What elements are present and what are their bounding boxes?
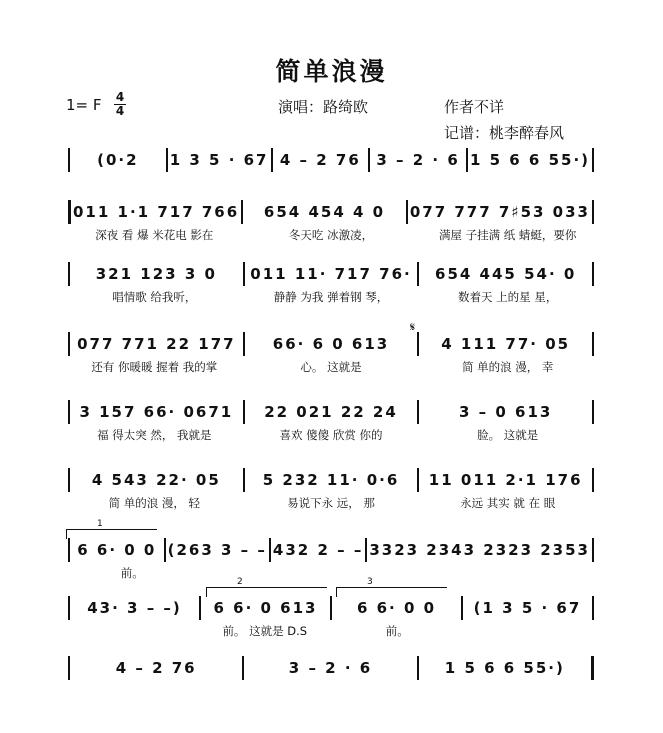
barline bbox=[68, 262, 70, 286]
barline bbox=[461, 596, 463, 620]
barline bbox=[592, 200, 594, 224]
lyric-segment: 前。 bbox=[120, 566, 144, 580]
score-row bbox=[66, 262, 596, 304]
score-row bbox=[66, 577, 596, 638]
barline bbox=[417, 262, 419, 286]
measure: 4 – 2 76 bbox=[115, 659, 197, 677]
time-signature bbox=[114, 92, 126, 117]
barline bbox=[406, 200, 408, 224]
score-row bbox=[66, 200, 596, 242]
score-row bbox=[66, 468, 596, 510]
lyric-segment: 数着天 上的星 星， bbox=[458, 290, 558, 304]
barline bbox=[271, 148, 273, 172]
barline bbox=[417, 400, 419, 424]
measure: 6 6· 0 0 bbox=[356, 599, 437, 617]
lyric-line bbox=[66, 288, 596, 306]
barline bbox=[417, 656, 419, 680]
measure: 3 – 2 · 6 bbox=[376, 151, 460, 169]
lyric-segment: 唱情歌 给我听， bbox=[112, 290, 197, 304]
note-line bbox=[66, 400, 596, 424]
lyric-line bbox=[66, 622, 596, 640]
measure: 43· 3 – –) bbox=[87, 599, 182, 617]
score-row bbox=[66, 400, 596, 442]
barline bbox=[241, 200, 243, 224]
lyric-line bbox=[66, 564, 596, 582]
volta-bracket-1 bbox=[66, 519, 157, 539]
barline bbox=[164, 538, 166, 562]
key-signature: 1= F bbox=[66, 96, 102, 114]
barline bbox=[592, 400, 594, 424]
barline bbox=[591, 656, 594, 680]
lyric-segment: 永远 其实 就 在 眼 bbox=[460, 496, 556, 510]
barline bbox=[68, 538, 70, 562]
singer-credit: 演唱：路绮欧 bbox=[278, 98, 369, 116]
measure: 6 6· 0 0 bbox=[77, 541, 157, 559]
measure: 4 – 2 76 bbox=[279, 151, 361, 169]
measure: 66· 6 0 613 bbox=[272, 335, 390, 353]
lyric-segment: 静静 为我 弹着钢 琴， bbox=[273, 290, 389, 304]
measure: 077 771 22 177 bbox=[77, 335, 236, 353]
measure: 3 157 66· 0671 bbox=[79, 403, 234, 421]
segno-sign: 𝄋 bbox=[410, 320, 416, 334]
lyric-line bbox=[66, 358, 596, 376]
barline bbox=[243, 332, 245, 356]
barline bbox=[243, 468, 245, 492]
barline bbox=[330, 596, 332, 620]
lyric-line bbox=[66, 426, 596, 444]
note-line bbox=[66, 656, 596, 680]
lyric-segment: 心。 这就是 bbox=[300, 360, 362, 374]
barline bbox=[68, 148, 70, 172]
measure: 011 1·1 717 766 bbox=[73, 203, 240, 221]
barline bbox=[68, 656, 70, 680]
measure: 4 543 22· 05 bbox=[91, 471, 221, 489]
barline bbox=[417, 468, 419, 492]
barline bbox=[68, 400, 70, 424]
barline bbox=[592, 148, 594, 172]
measure: 432 2 – – bbox=[272, 541, 364, 559]
measure: 011 11· 717 76· bbox=[250, 265, 412, 283]
barline bbox=[242, 656, 244, 680]
lyric-segment: 简 单的浪 漫， 幸 bbox=[461, 360, 554, 374]
score-row bbox=[66, 320, 596, 374]
transcriber-credit: 记谱：桃李醉春风 bbox=[444, 124, 565, 142]
barline bbox=[269, 538, 271, 562]
measure: 321 123 3 0 bbox=[95, 265, 217, 283]
barline bbox=[68, 200, 71, 224]
lyric-segment: 脸。 这就是 bbox=[477, 428, 539, 442]
measure: 11 011 2·1 176 bbox=[428, 471, 583, 489]
barline bbox=[68, 332, 70, 356]
score-row bbox=[66, 148, 596, 184]
measure: 3323 2343 2323 2353 bbox=[369, 541, 590, 559]
barline bbox=[368, 148, 370, 172]
measure: 22 021 22 24 bbox=[264, 403, 398, 421]
volta-number: 1 bbox=[97, 519, 103, 529]
barline bbox=[592, 262, 594, 286]
measure: 3 – 0 613 bbox=[459, 403, 553, 421]
barline bbox=[243, 262, 245, 286]
measure: (263 3 – – bbox=[167, 541, 267, 559]
lyric-segment: 冬天吃 冰激凌， bbox=[288, 228, 374, 242]
measure: 1 5 6 6 55·) bbox=[469, 151, 591, 169]
volta-bracket-2 bbox=[206, 577, 327, 597]
lyric-line bbox=[66, 494, 596, 512]
measure: 1 3 5 · 67 bbox=[169, 151, 269, 169]
measure: 654 454 4 0 bbox=[263, 203, 386, 221]
note-line bbox=[66, 148, 596, 172]
measure: 1 5 6 6 55·) bbox=[444, 659, 565, 677]
measure: 077 777 7♯53 033 bbox=[409, 203, 590, 221]
note-line bbox=[66, 332, 596, 356]
time-signature-bottom: 4 bbox=[115, 104, 125, 118]
measure: 3 – 2 · 6 bbox=[288, 659, 373, 677]
time-signature-top: 4 bbox=[115, 90, 125, 104]
lyric-segment: 前。 这就是 D.S bbox=[222, 624, 308, 638]
barline bbox=[166, 148, 168, 172]
note-line bbox=[66, 538, 596, 562]
barline bbox=[199, 596, 201, 620]
note-line bbox=[66, 200, 596, 224]
barline bbox=[466, 148, 468, 172]
barline bbox=[592, 332, 594, 356]
lyric-segment: 简 单的浪 漫， 轻 bbox=[108, 496, 201, 510]
score-row bbox=[66, 656, 596, 692]
lyric-segment: 喜欢 傻傻 欣赏 你的 bbox=[279, 428, 383, 442]
barline bbox=[243, 400, 245, 424]
lyric-line bbox=[66, 226, 596, 244]
lyric-segment: 还有 你暖暖 握着 我的掌 bbox=[91, 360, 218, 374]
note-line bbox=[66, 262, 596, 286]
score-row bbox=[66, 519, 596, 580]
lyric-segment: 福 得太突 然， 我就是 bbox=[97, 428, 212, 442]
barline bbox=[365, 538, 367, 562]
lyric-segment: 易说下永 远， 那 bbox=[287, 496, 375, 510]
composer-credit: 作者不详 bbox=[444, 98, 505, 116]
measure: 654 445 54· 0 bbox=[435, 265, 577, 283]
volta-number: 2 bbox=[237, 577, 243, 587]
note-line bbox=[66, 468, 596, 492]
lyric-segment: 满屋 子挂满 纸 蜻蜓，要你 bbox=[438, 228, 577, 242]
measure: 4 111 77· 05 bbox=[441, 335, 571, 353]
measure: (1 3 5 · 67 bbox=[473, 599, 582, 617]
measure: 6 6· 0 613 bbox=[213, 599, 318, 617]
measure: 5 232 11· 0·6 bbox=[262, 471, 400, 489]
barline bbox=[592, 468, 594, 492]
barline bbox=[68, 468, 70, 492]
barline bbox=[417, 332, 419, 356]
volta-bracket-3 bbox=[336, 577, 447, 597]
lyric-segment: 前。 bbox=[385, 624, 409, 638]
barline bbox=[592, 596, 594, 620]
barline bbox=[592, 538, 594, 562]
measure: (0·2 bbox=[97, 151, 139, 169]
barline bbox=[68, 596, 70, 620]
volta-number: 3 bbox=[367, 577, 373, 587]
song-title: 简单浪漫 bbox=[275, 57, 388, 86]
lyric-segment: 深夜 看 爆 米花电 影在 bbox=[95, 228, 214, 242]
note-line bbox=[66, 596, 596, 620]
